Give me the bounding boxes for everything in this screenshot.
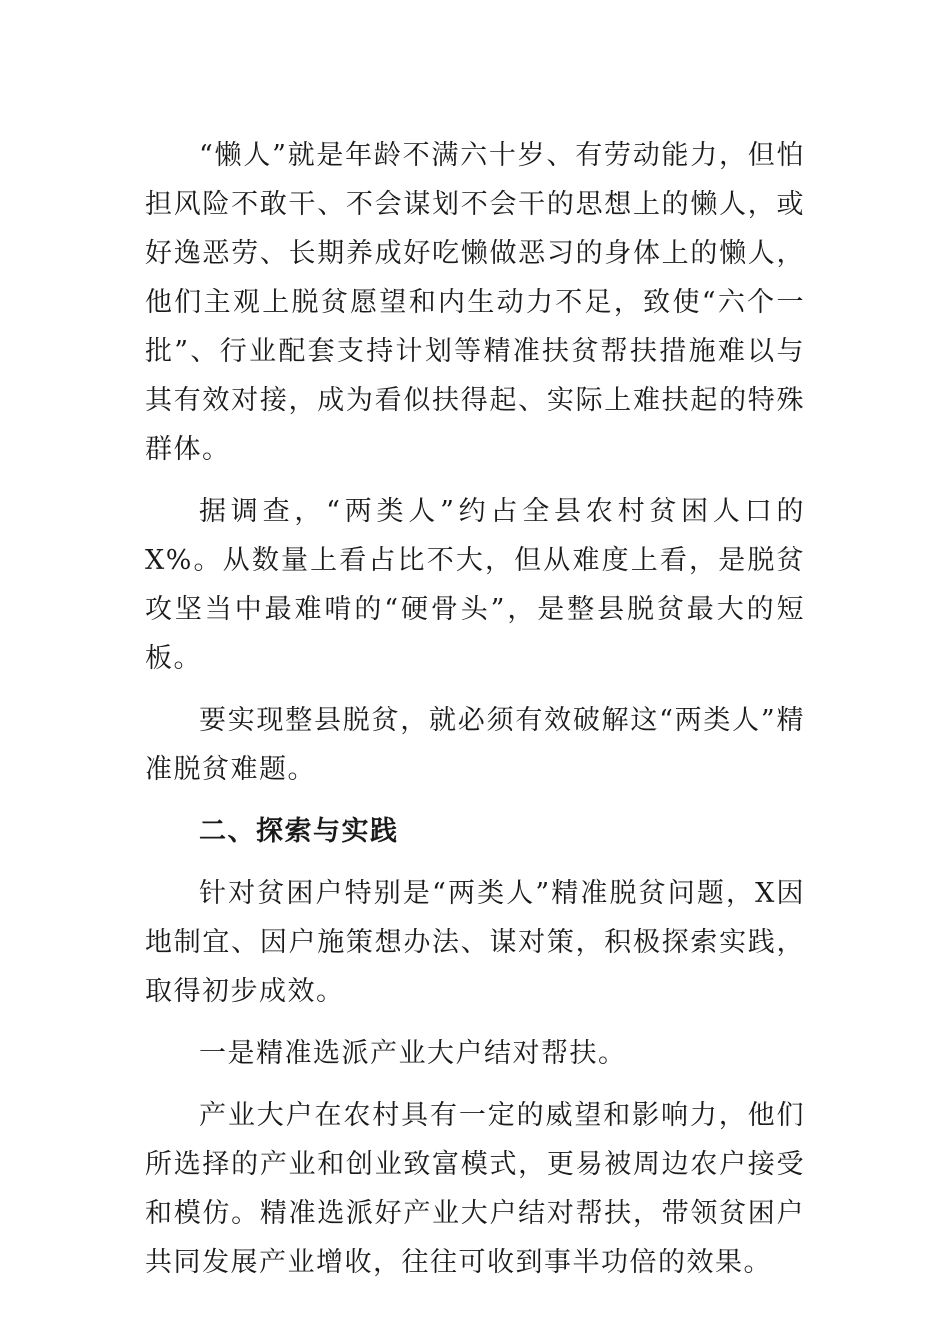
paragraph-exploration-intro: 针对贫困户特别是“两类人”精准脱贫问题，X因地制宜、因户施策想办法、谋对策，积极探索实践，取得初步成效。 bbox=[145, 878, 805, 1007]
paragraph-poverty-goal: 要实现整县脱贫，就必须有效破解这“两类人”精准脱贫难题。 bbox=[145, 705, 805, 785]
paragraph-point-one: 一是精准选派产业大户结对帮扶。 bbox=[199, 1038, 627, 1069]
paragraph-industry-leaders: 产业大户在农村具有一定的威望和影响力，他们所选择的产业和创业致富模式，更易被周边农户接受和模仿。精准选派好产业大户结对帮扶，带领贫困户共同发展产业增收，往往可收到事半功倍的效果。 bbox=[145, 1100, 805, 1278]
document-body bbox=[145, 131, 805, 1300]
paragraph-lazy-people-definition: “懒人”就是年龄不满六十岁、有劳动能力，但怕担风险不敢干、不会谋划不会干的思想上的懒人，或好逸恶劳、长期养成好吃懒做恶习的身体上的懒人，他们主观上脱贫愿望和内生动力不足，致使“六个一批”、行业配套支持计划等精准扶贫帮扶措施难以与其有效对接，成为看似扶得起、实际上难扶起的特殊群体。 bbox=[145, 140, 805, 465]
section-heading: 二、探索与实践 bbox=[199, 816, 399, 847]
paragraph-survey-result: 据调查，“两类人”约占全县农村贫困人口的X%。从数量上看占比不大，但从难度上看，是脱贫攻坚当中最难啃的“硬骨头”，是整县脱贫最大的短板。 bbox=[145, 496, 805, 674]
